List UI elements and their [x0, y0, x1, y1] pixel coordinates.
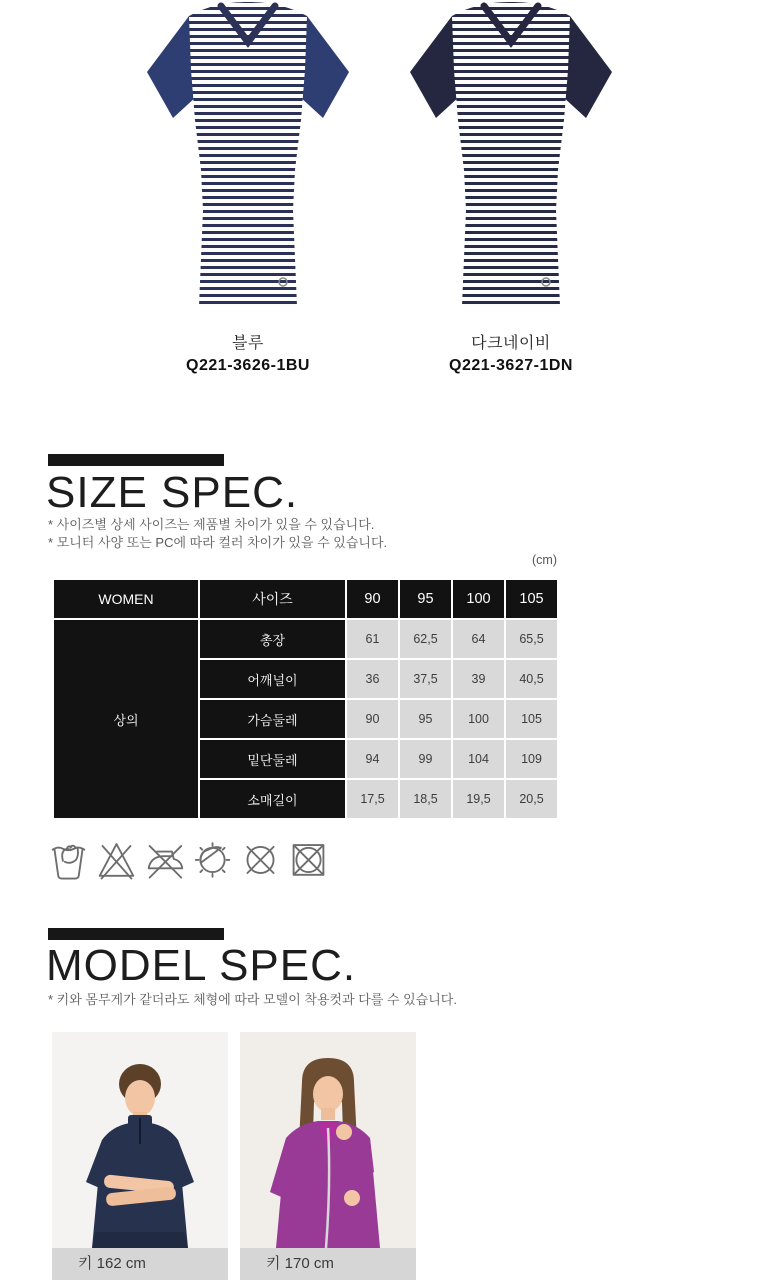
model-height-label: 키 162 cm — [52, 1248, 228, 1280]
model-2-image — [240, 1032, 416, 1248]
hand-wash-icon — [48, 836, 89, 882]
cell-value: 20,5 — [505, 779, 558, 819]
dry-in-shade-icon — [192, 836, 233, 882]
no-bleach-icon — [96, 836, 137, 882]
size-spec-table — [52, 578, 559, 820]
model-1-image — [52, 1032, 228, 1248]
cell-value: 40,5 — [505, 659, 558, 699]
col-size-105: 105 — [505, 579, 558, 619]
row-label: 밑단둘레 — [199, 739, 346, 779]
no-iron-icon — [144, 836, 185, 882]
row-label: 가슴둘레 — [199, 699, 346, 739]
cell-value: 62,5 — [399, 619, 452, 659]
product-dark-navy — [394, 0, 628, 375]
cell-value: 104 — [452, 739, 505, 779]
no-dry-clean-icon — [240, 836, 281, 882]
cell-value: 18,5 — [399, 779, 452, 819]
row-label: 총장 — [199, 619, 346, 659]
product-blue — [131, 0, 365, 375]
model-photo-1 — [52, 1032, 228, 1280]
cell-value: 36 — [346, 659, 399, 699]
table-header-row — [53, 579, 558, 619]
model-spec-note: * 키와 몸무게가 같더라도 체형에 따라 모델이 착용컷과 다를 수 있습니다. — [48, 992, 457, 1007]
product-color-name: 블루 — [232, 335, 264, 352]
size-note-line-2: * 모니터 사양 또는 PC에 따라 컬러 차이가 있을 수 있습니다. — [48, 535, 388, 550]
care-instruction-icons — [48, 836, 329, 882]
product-color-name: 다크네이비 — [471, 335, 551, 352]
cell-value: 109 — [505, 739, 558, 779]
col-size-95: 95 — [399, 579, 452, 619]
model-photo-2 — [240, 1032, 416, 1280]
cell-value: 94 — [346, 739, 399, 779]
col-size-90: 90 — [346, 579, 399, 619]
cell-value: 37,5 — [399, 659, 452, 699]
row-label: 소매길이 — [199, 779, 346, 819]
cell-value: 64 — [452, 619, 505, 659]
size-spec-accent-bar — [48, 454, 224, 466]
tshirt-image-blue — [131, 0, 365, 308]
cell-value: 39 — [452, 659, 505, 699]
cell-value: 65,5 — [505, 619, 558, 659]
tshirt-image-dark-navy — [394, 0, 628, 308]
col-size: 사이즈 — [199, 579, 346, 619]
table-row — [53, 619, 558, 659]
cell-value: 95 — [399, 699, 452, 739]
cell-value: 61 — [346, 619, 399, 659]
cell-value: 105 — [505, 699, 558, 739]
model-spec-accent-bar — [48, 928, 224, 940]
cell-value: 100 — [452, 699, 505, 739]
product-code: Q221-3627-1DN — [449, 357, 573, 374]
size-spec-notes — [48, 516, 387, 552]
unit-label: (cm) — [532, 553, 557, 567]
row-label: 어깨널이 — [199, 659, 346, 699]
no-tumble-dry-icon — [288, 836, 329, 882]
model-height-label: 키 170 cm — [240, 1248, 416, 1280]
cell-value: 19,5 — [452, 779, 505, 819]
cell-value: 17,5 — [346, 779, 399, 819]
cell-value: 99 — [399, 739, 452, 779]
size-spec-title: SIZE SPEC. — [46, 468, 299, 517]
col-size-100: 100 — [452, 579, 505, 619]
group-cell: 상의 — [53, 619, 199, 819]
size-note-line-1: * 사이즈별 상세 사이즈는 제품별 차이가 있을 수 있습니다. — [48, 517, 375, 532]
model-spec-title: MODEL SPEC. — [46, 941, 357, 990]
product-code: Q221-3626-1BU — [186, 357, 310, 374]
col-category: WOMEN — [53, 579, 199, 619]
cell-value: 90 — [346, 699, 399, 739]
